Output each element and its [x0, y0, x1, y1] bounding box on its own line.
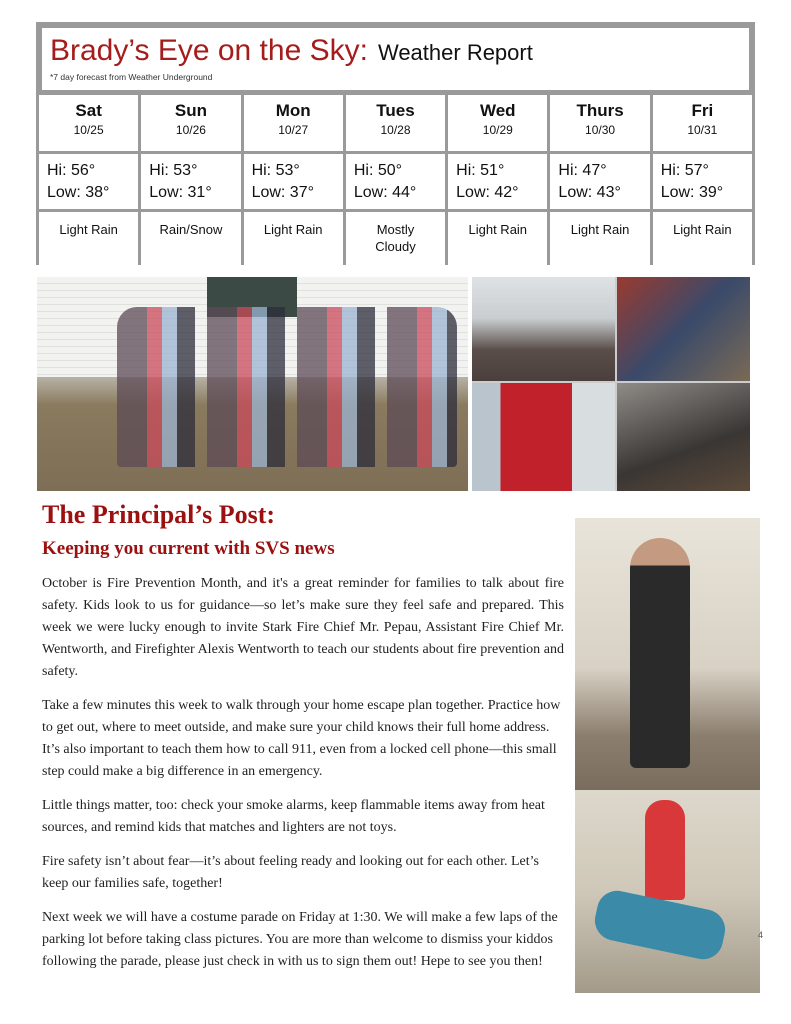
photo-fire-presentation-collage [472, 277, 750, 491]
high-temp: Hi: 57° [660, 162, 709, 179]
forecast-temp-cell [39, 154, 138, 209]
forecast-source-note: *7 day forecast from Weather Underground [50, 72, 213, 82]
low-temp: Low: 44° [353, 184, 417, 201]
forecast-day-cell [141, 95, 240, 151]
photo-assembly [472, 277, 615, 381]
article-subtitle: Keeping you current with SVS news [42, 538, 335, 559]
photo-fire-truck [472, 383, 615, 491]
day-name: Sun [174, 101, 207, 120]
day-name: Fri [691, 101, 714, 120]
photo-firefighter [617, 277, 750, 381]
low-temp: Low: 37° [251, 184, 314, 201]
paragraph: Next week we will have a costume parade on Friday at 1:30. We will make a few laps of the parking lot before taking class pictures. You are more than welcome to dismiss your kiddos following the parade, please just check in with us to sign them out! Hepe to see you then! [42, 910, 558, 969]
day-name: Mon [275, 101, 311, 120]
low-temp: Low: 43° [558, 184, 621, 201]
day-date: 10/27 [278, 123, 309, 137]
forecast-condition-cell [448, 212, 547, 265]
paragraph: October is Fire Prevention Month, and it's a great reminder for families to talk about fire safety. Kids look to us for guidance—so let’s make sure they feel safe and prepared. This week we were lucky enough to invite Stark Fire Chief Mr. Pepau, Assistant Fire Chief Mr. Wentworth, and Firefighter Alexis Wentworth to teach our students about fire prevention and safety. [42, 576, 564, 679]
condition: Light Rain [673, 222, 732, 237]
high-temp: Hi: 53° [251, 162, 300, 179]
condition: Light Rain [468, 222, 528, 237]
forecast-condition-cell [141, 212, 240, 265]
forecast-condition-cell [550, 212, 649, 265]
day-name: Thurs [576, 101, 624, 120]
condition: Light Rain [570, 222, 630, 237]
high-temp: Hi: 51° [456, 162, 505, 179]
photo-students-yoga [575, 790, 760, 993]
article-title: The Principal’s Post: [42, 500, 276, 529]
low-temp: Low: 31° [149, 184, 212, 201]
forecast-temp-cell [141, 154, 240, 209]
forecast-day-cell [346, 95, 445, 151]
photo-students-outdoors [37, 277, 468, 491]
forecast-condition-cell [653, 212, 752, 265]
day-name: Tues [376, 101, 415, 120]
day-name: Sat [75, 101, 102, 120]
high-temp: Hi: 50° [353, 162, 403, 179]
page-number: 4 [758, 930, 764, 940]
paragraph: Fire safety isn’t about fear—it’s about feeling ready and looking out for each other. Let’s keep our families safe, together! [42, 854, 539, 891]
forecast-day-cell [550, 95, 649, 151]
low-temp: Low: 38° [47, 184, 110, 201]
low-temp: Low: 39° [660, 184, 724, 201]
condition: Light Rain [59, 222, 118, 237]
forecast-temp-cell [448, 154, 547, 209]
forecast-day-cell [39, 95, 138, 151]
weather-title-text: Brady’s Eye on the Sky: [50, 34, 368, 67]
forecast-temp-cell [550, 154, 649, 209]
weather-subtitle: Weather Report [377, 40, 533, 65]
high-temp: Hi: 47° [558, 162, 607, 179]
forecast-condition-cell [346, 212, 445, 265]
forecast-table [36, 95, 755, 265]
forecast-day-cell [244, 95, 343, 151]
forecast-condition-cell [39, 212, 138, 265]
photo-student-balancing [575, 518, 760, 790]
weather-header [36, 22, 755, 96]
day-name: Wed [479, 101, 516, 120]
forecast-day-cell [448, 95, 547, 151]
article-body [42, 573, 564, 985]
day-date: 10/29 [482, 123, 513, 137]
forecast-temp-cell [653, 154, 752, 209]
forecast-temp-cell [346, 154, 445, 209]
day-date: 10/30 [585, 123, 616, 137]
day-date: 10/28 [380, 123, 411, 137]
high-temp: Hi: 53° [149, 162, 198, 179]
low-temp: Low: 42° [456, 184, 519, 201]
weather-title [50, 34, 533, 68]
condition: Light Rain [263, 222, 323, 237]
forecast-temp-cell [244, 154, 343, 209]
paragraph: Little things matter, too: check your smoke alarms, keep flammable items away from heat sources, and remind kids that matches and lighters are not toys. [42, 798, 545, 835]
condition: Rain/Snow [159, 222, 223, 237]
forecast-day-cell [653, 95, 752, 151]
day-date: 10/25 [73, 123, 104, 137]
high-temp: Hi: 56° [47, 162, 96, 179]
paragraph: Take a few minutes this week to walk through your home escape plan together. Practice how to get out, where to meet outside, and make sure your child knows their full home address. It’s also important to teach them how to call 911, even from a locked cell phone—this small step could make a big difference in an emergency. [42, 698, 561, 779]
photo-truck-cab [617, 383, 750, 491]
forecast-condition-cell [244, 212, 343, 265]
condition: Mostly Cloudy [375, 222, 416, 254]
day-date: 10/26 [175, 123, 206, 137]
day-date: 10/31 [687, 123, 718, 137]
